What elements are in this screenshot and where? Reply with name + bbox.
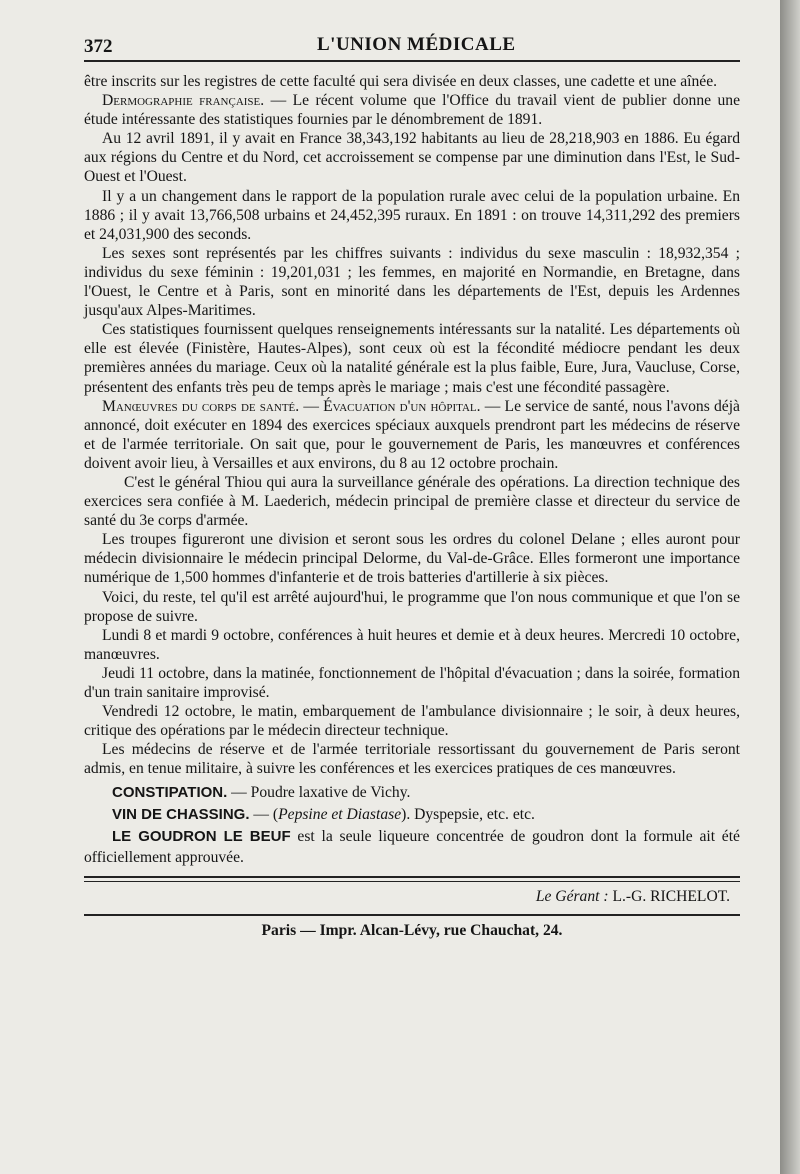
paragraph: Les troupes figureront une division et seront sous les ordres du colonel Delane ; elles auront pour médecin divisionnaire le médecin principal Delorme, du Val-de-Grâce. Elles formeront une importance numérique de 1,500 hommes d'infanterie et de trois batteries d'artillerie à six pièces.	[84, 531, 740, 587]
gerant-label: Le Gérant :	[535, 888, 609, 906]
header-rule	[84, 60, 740, 62]
running-title: L'UNION MÉDICALE	[317, 34, 516, 55]
paragraph: Les médecins de réserve et de l'armée territoriale ressortissant du gouvernement de Paris seront admis, en tenue militaire, à suivre les conférences et les exercices pratiques de ces manœuvres.	[84, 741, 740, 778]
gerant-name: L.-G. RICHELOT.	[608, 888, 730, 906]
ad-text: — (	[249, 806, 279, 824]
paragraph: Vendredi 12 octobre, le matin, embarquement de l'ambulance divisionnaire ; le soir, à deux heures, critique des opérations par le médecin directeur technique.	[84, 703, 740, 740]
gerant-signature	[84, 888, 730, 906]
paragraph: Lundi 8 et mardi 9 octobre, conférences à huit heures et demie et à deux heures. Mercredi 10 octobre, manœuvres.	[84, 626, 740, 663]
paragraph: Jeudi 11 octobre, dans la matinée, fonctionnement de l'hôpital d'évacuation ; dans la soirée, formation d'un train sanitaire improvisé.	[84, 664, 740, 701]
page-number: 372	[84, 36, 113, 57]
paragraph-text: — Le service de santé, nous l'avons déjà annoncé, doit exécuter en 1894 des exercices spéciaux auxquels prendront part les médecins de réserve et de l'armée territoriale. On sait que, pour le gouvernement de Paris, les manœuvres et conférences doivent avoir lieu, à Versailles et aux environs, du 8 au 12 octobre prochain.	[84, 397, 740, 472]
paragraph: C'est le général Thiou qui aura la surveillance générale des opérations. La direction technique des exercices sera confiée à M. Laederich, médecin principal de première classe et directeur du service de santé du 3e corps d'armée.	[84, 473, 740, 530]
page-header	[84, 28, 740, 60]
ad-text-italic: Pepsine et Diastase	[278, 806, 402, 824]
paragraph: Voici, du reste, tel qu'il est arrêté aujourd'hui, le programme que l'on nous communique et que l'on se propose de suivre.	[84, 588, 740, 625]
advertisements	[84, 782, 740, 868]
ad-title: CONSTIPATION.	[112, 784, 228, 802]
ad-text: ). Dyspepsie, etc. etc.	[401, 806, 535, 824]
paragraph	[84, 397, 740, 473]
article-body	[84, 72, 740, 778]
page-edge	[780, 0, 800, 1174]
ad-title: LE GOUDRON LE BEUF	[112, 828, 291, 846]
paragraph: Il y a un changement dans le rapport de la population rurale avec celui de la population urbaine. En 1886 ; il y avait 13,766,508 urbains et 24,452,395 ruraux. En 1891 : on trouve 14,311,292 des premiers et 24,031,900 des seconds.	[84, 187, 740, 243]
paragraph-text: — Le récent volume que l'Office du travail vient de publier donne une étude intéressante des statistiques fournies par le dénombrement de 1891.	[84, 92, 740, 129]
ad-text: — Poudre laxative de Vichy.	[227, 784, 411, 802]
paragraph: Au 12 avril 1891, il y avait en France 38,343,192 habitants au lieu de 28,218,903 en 1886. Eu égard aux régions du Centre et du Nord, cet accroissement se compense par une diminution dans l'Est, le Sud-Ouest et l'Ouest.	[84, 130, 740, 186]
paragraph	[84, 91, 740, 129]
ad-vin-de-chassing	[112, 804, 740, 826]
ad-goudron	[84, 826, 740, 868]
imprint-rule	[84, 914, 740, 916]
paragraph: être inscrits sur les registres de cette faculté qui sera divisée en deux classes, une cadette et une aînée.	[84, 73, 718, 90]
printer-imprint: Paris — Impr. Alcan-Lévy, rue Chauchat, 24.	[261, 922, 563, 940]
paragraph: Les sexes sont représentés par les chiffres suivants : individus du sexe masculin : 18,932,354 ; individus du sexe féminin : 19,201,031 ; les femmes, en majorité en Normandie, en Bretagne, dans l'Ouest, le Centre et à Paris, sont en minorité dans les départements de l'Est, depuis les Ardennes jusqu'aux Alpes-Maritimes.	[84, 244, 740, 320]
ad-title: VIN DE CHASSING.	[112, 806, 250, 824]
section-heading: Manœuvres du corps de santé. — Évacuation d'un hôpital.	[102, 397, 481, 415]
ad-constipation	[112, 782, 740, 804]
ad-text: est la seule liqueure concentrée de goudron dont la formule ait été officiellement approuvée.	[84, 828, 740, 867]
footer-rule	[84, 876, 740, 882]
paragraph: Ces statistiques fournissent quelques renseignements intéressants sur la natalité. Les départements où elle est élevée (Finistère, Hautes-Alpes), sont ceux où est la fécondité médiocre pendant les deux premières années du mariage. Ceux où la natalité générale est la plus faible, Eure, Jura, Vaucluse, Corse, présentent des enfants très peu de temps après le mariage ; mais c'est une fécondité passagère.	[84, 321, 740, 396]
section-heading: Dermographie française.	[102, 92, 265, 110]
